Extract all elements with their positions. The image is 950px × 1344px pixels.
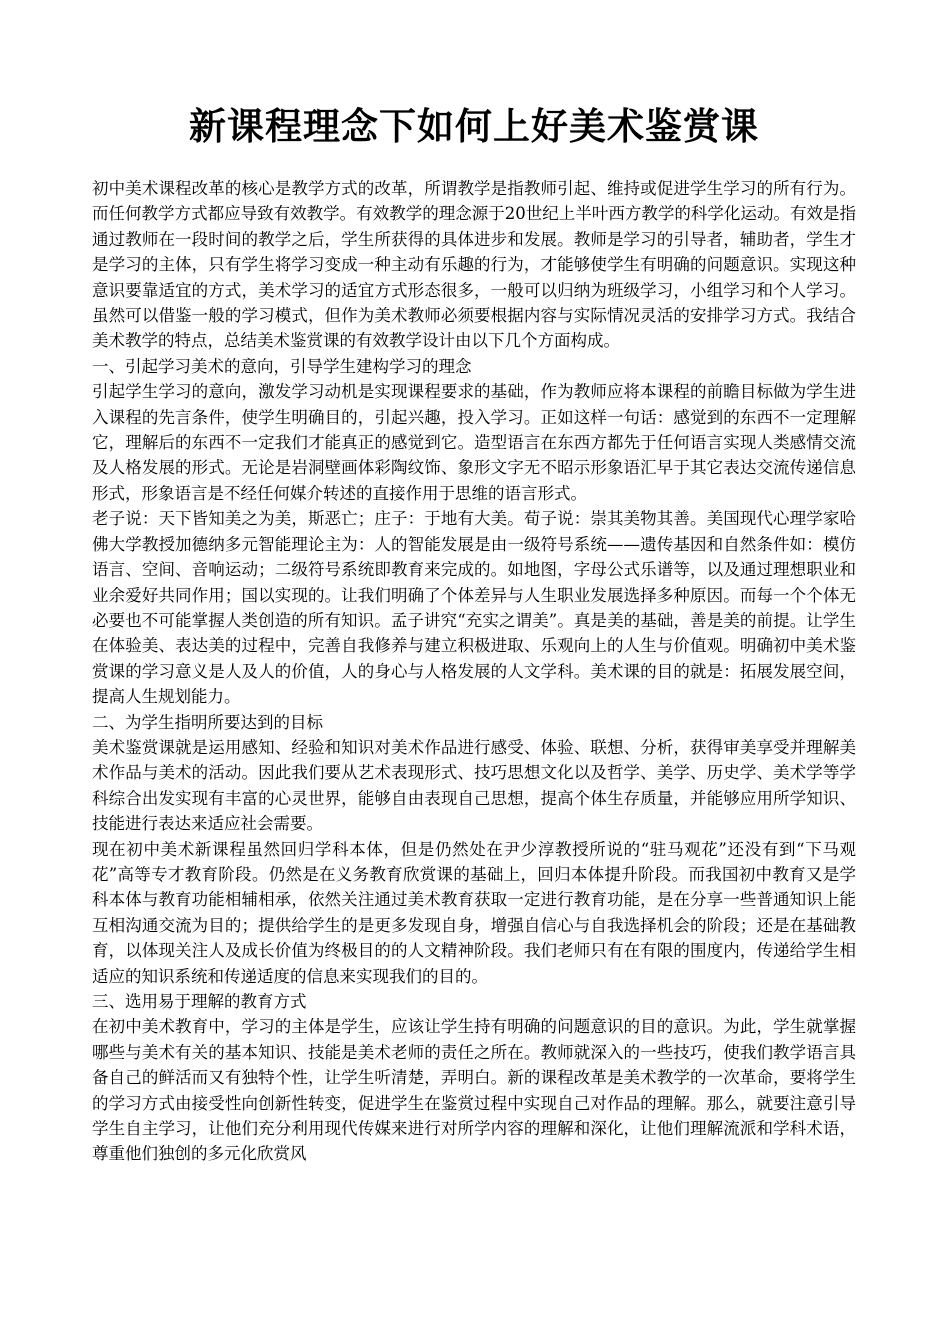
section-heading-2: 二、为学生指明所要达到的目标: [92, 712, 323, 732]
body-paragraph: 美术鉴赏课就是运用感知、经验和知识对美术作品进行感受、体验、联想、分析，获得审美享受并理解美术作品与美术的活动。因此我们要从艺术表现形式、技巧思想文化以及哲学、美学、历史学、美术学等学科综合出发实现有丰富的心灵世界，能够自由表现自己思想，提高个体生存质量，并能够应用所学知识、技能进行表达来适应社会需要。: [92, 737, 856, 834]
intro-paragraph: 初中美术课程改革的核心是教学方式的改革，所谓教学是指教师引起、维持或促进学生学习的所有行为。而任何教学方式都应导致有效教学。有效教学的理念源于20世纪上半叶西方教学的科学化运动。有效是指通过教师在一段时间的教学之后，学生所获得的具体进步和发展。教师是学习的引导者，辅助者，学生才是学习的主体，只有学生将学习变成一种主动有乐趣的行为，才能够使学生有明确的问题意识。实现这种意识要靠适宜的方式，美术学习的适宜方式形态很多，一般可以归纳为班级学习，小组学习和个人学习。虽然可以借鉴一般的学习模式，但作为美术教师必须要根据内容与实际情况灵活的安排学习方式。我结合美术教学的特点，总结美术鉴赏课的有效教学设计由以下几个方面构成。: [92, 179, 856, 351]
document-title: 新课程理念下如何上好美术鉴赏课: [189, 104, 759, 148]
document-body: [92, 176, 856, 1167]
body-paragraph: 引起学生学习的意向，激发学习动机是实现课程要求的基础，作为教师应将本课程的前瞻目标做为学生进入课程的先言条件，使学生明确目的，引起兴趣，投入学习。正如这样一句话：感觉到的东西不一定理解它，理解后的东西不一定我们才能真正的感觉到它。造型语言在东西方都先于任何语言实现人类感情交流及人格发展的形式。无论是岩洞壁画体彩陶纹饰、象形文字无不昭示形象语汇早于其它表达交流传递信息形式，形象语言是不经任何媒介转述的直接作用于思维的语言形式。: [92, 382, 856, 503]
body-paragraph: 老子说：天下皆知美之为美，斯恶亡；庄子：于地有大美。荀子说：崇其美物其善。美国现代心理学家哈佛大学教授加德纳多元智能理论主为：人的智能发展是由一级符号系统——遗传基因和自然条件如：模仿语言、空间、音响运动；二级符号系统即教育来完成的。如地图，字母公式乐谱等，以及通过理想职业和业余爱好共同作用；国以实现的。让我们明确了个体差异与人生职业发展选择多种原因。而每一个个体无必要也不可能掌握人类创造的所有知识。孟子讲究“充实之谓美”。真是美的基础，善是美的前提。让学生在体验美、表达美的过程中，完善自我修养与建立积极进取、乐观向上的人生与价值观。明确初中美术鉴赏课的学习意义是人及人的价值，人的身心与人格发展的人文学科。美术课的目的就是：拓展发展空间，提高人生规划能力。: [92, 509, 856, 707]
section-heading-3: 三、选用易于理解的教育方式: [92, 992, 307, 1011]
body-paragraph: 现在初中美术新课程虽然回归学科本体，但是仍然处在尹少淳教授所说的“驻马观花”还没有到“下马观花”高等专才教育阶段。仍然是在义务教育欣赏课的基础上，回归本体提升阶段。而我国初中教育又是学科本体与教育功能相辅相承，依然关注通过美术教育获取一定进行教育功能，是在分享一些普通知识上能互相沟通交流为目的；提供给学生的是更多发现自身，增强自信心与自我选择机会的阶段；还是在基础教育，以体现关注人及成长价值为终极目的的人文精神阶段。我们老师只有在有限的围度内，传递给学生相适应的知识系统和传递适度的信息来实现我们的目的。: [92, 839, 856, 986]
body-paragraph: 在初中美术教育中，学习的主体是学生，应该让学生持有明确的问题意识的目的意识。为此，学生就掌握哪些与美术有关的基本知识、技能是美术老师的责任之所在。教师就深入的一些技巧，使我们教学语言具备自己的鲜活而又有独特个性，让学生听清楚，弄明白。新的课程改革是美术教学的一次革命，要将学生的学习方式由接受性向创新性转变，促进学生在鉴赏过程中实现自己对作品的理解。那么，就要注意引导学生自主学习，让他们充分利用现代传媒来进行对所学内容的理解和深化，让他们理解流派和学科术语，尊重他们独创的多元化欣赏风: [92, 1017, 856, 1164]
section-heading-1: 一、引起学习美术的意向，引导学生建构学习的理念: [92, 356, 472, 376]
